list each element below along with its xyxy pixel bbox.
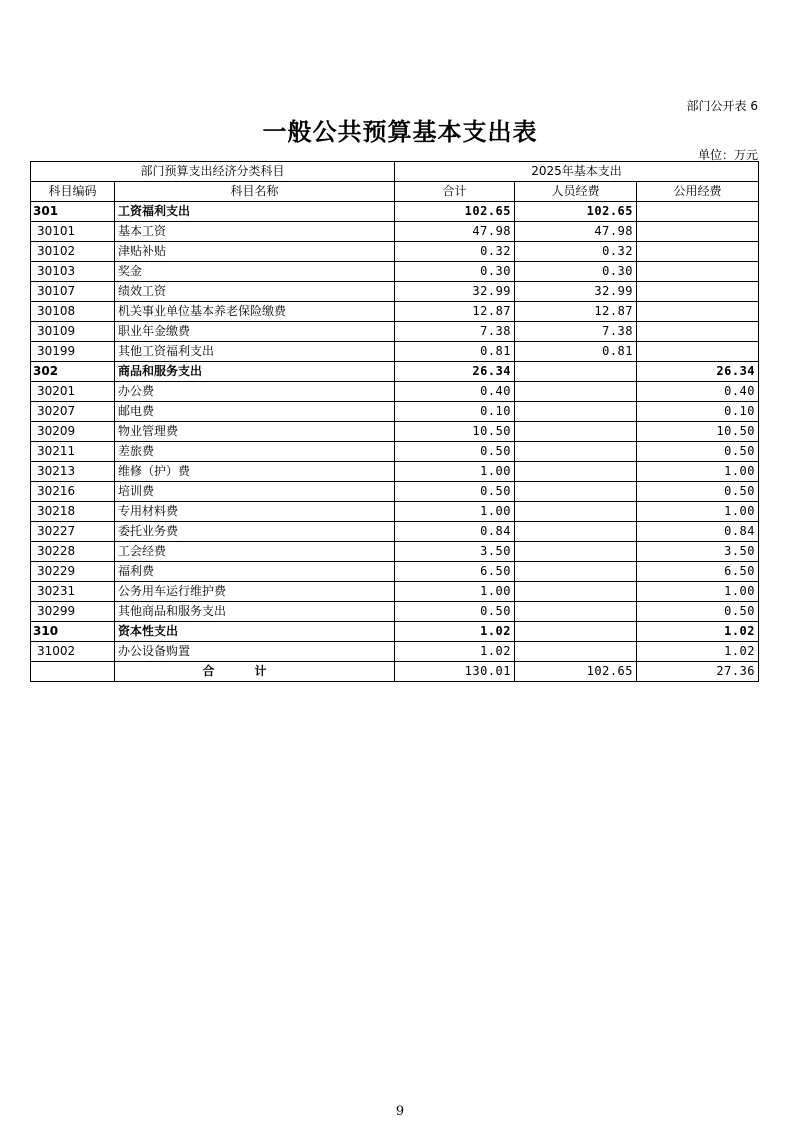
cell-total: 0.10	[395, 402, 515, 422]
cell-total: 6.50	[395, 562, 515, 582]
cell-personnel	[515, 642, 637, 662]
cell-public: 1.02	[637, 642, 759, 662]
cell-code: 30199	[31, 342, 115, 362]
cell-personnel	[515, 602, 637, 622]
cell-name: 基本工资	[115, 222, 395, 242]
cell-name: 资本性支出	[115, 622, 395, 642]
cell-code: 30229	[31, 562, 115, 582]
cell-name: 福利费	[115, 562, 395, 582]
table-row	[31, 342, 759, 362]
cell-personnel	[515, 542, 637, 562]
total-row	[31, 662, 759, 682]
table-row	[31, 202, 759, 222]
cell-total: 10.50	[395, 422, 515, 442]
cell-total: 0.50	[395, 482, 515, 502]
cell-personnel	[515, 582, 637, 602]
table-row	[31, 262, 759, 282]
table-row	[31, 422, 759, 442]
cell-public	[637, 342, 759, 362]
total-label: 合计	[115, 662, 395, 682]
column-header-total: 合计	[395, 182, 515, 202]
cell-total: 0.81	[395, 342, 515, 362]
cell-code: 30201	[31, 382, 115, 402]
cell-code: 30231	[31, 582, 115, 602]
cell-total: 26.34	[395, 362, 515, 382]
cell-personnel: 12.87	[515, 302, 637, 322]
cell-code: 30108	[31, 302, 115, 322]
cell-code: 301	[31, 202, 115, 222]
cell-total: 102.65	[395, 202, 515, 222]
table-row	[31, 542, 759, 562]
cell-name: 其他商品和服务支出	[115, 602, 395, 622]
cell-personnel	[515, 482, 637, 502]
table-row	[31, 222, 759, 242]
unit-label: 单位：万元	[697, 148, 758, 162]
cell-name: 维修（护）费	[115, 462, 395, 482]
cell-personnel: 0.81	[515, 342, 637, 362]
cell-name: 办公设备购置	[115, 642, 395, 662]
cell-name: 差旅费	[115, 442, 395, 462]
table-row	[31, 242, 759, 262]
cell-total: 0.84	[395, 522, 515, 542]
cell-personnel: 32.99	[515, 282, 637, 302]
cell-total: 1.00	[395, 582, 515, 602]
group-header-basic-expenditure: 2025年基本支出	[395, 162, 759, 182]
table-row	[31, 602, 759, 622]
cell-total: 3.50	[395, 542, 515, 562]
cell-total: 1.00	[395, 502, 515, 522]
total-code-cell	[31, 662, 115, 682]
table-row	[31, 282, 759, 302]
cell-name: 培训费	[115, 482, 395, 502]
cell-name: 委托业务费	[115, 522, 395, 542]
table-row	[31, 622, 759, 642]
total-public: 27.36	[637, 662, 759, 682]
cell-personnel: 7.38	[515, 322, 637, 342]
cell-total: 12.87	[395, 302, 515, 322]
table-row	[31, 482, 759, 502]
page-number: 9	[395, 1104, 405, 1119]
table-row	[31, 302, 759, 322]
form-number: 部门公开表 6	[686, 99, 758, 113]
cell-public: 0.40	[637, 382, 759, 402]
page-title: 一般公共预算基本支出表	[262, 117, 538, 146]
table-row	[31, 502, 759, 522]
cell-public: 0.50	[637, 482, 759, 502]
cell-personnel: 0.30	[515, 262, 637, 282]
cell-name: 物业管理费	[115, 422, 395, 442]
column-header-row	[31, 182, 759, 202]
cell-personnel	[515, 382, 637, 402]
group-header-classification: 部门预算支出经济分类科目	[31, 162, 395, 182]
cell-personnel: 47.98	[515, 222, 637, 242]
cell-code: 30216	[31, 482, 115, 502]
cell-code: 30209	[31, 422, 115, 442]
cell-public: 1.00	[637, 462, 759, 482]
total-personnel: 102.65	[515, 662, 637, 682]
cell-public: 0.50	[637, 602, 759, 622]
cell-total: 32.99	[395, 282, 515, 302]
cell-public: 1.00	[637, 502, 759, 522]
cell-total: 7.38	[395, 322, 515, 342]
cell-code: 30103	[31, 262, 115, 282]
cell-name: 专用材料费	[115, 502, 395, 522]
cell-public: 0.50	[637, 442, 759, 462]
cell-name: 工资福利支出	[115, 202, 395, 222]
cell-name: 机关事业单位基本养老保险缴费	[115, 302, 395, 322]
cell-public: 10.50	[637, 422, 759, 442]
cell-public: 6.50	[637, 562, 759, 582]
table-row	[31, 442, 759, 462]
cell-code: 30109	[31, 322, 115, 342]
cell-total: 0.30	[395, 262, 515, 282]
cell-public	[637, 242, 759, 262]
cell-code: 30207	[31, 402, 115, 422]
cell-public: 0.10	[637, 402, 759, 422]
cell-public: 3.50	[637, 542, 759, 562]
cell-code: 30211	[31, 442, 115, 462]
cell-code: 30102	[31, 242, 115, 262]
column-header-code: 科目编码	[31, 182, 115, 202]
cell-name: 商品和服务支出	[115, 362, 395, 382]
cell-name: 其他工资福利支出	[115, 342, 395, 362]
budget-table	[30, 161, 759, 682]
cell-code: 30218	[31, 502, 115, 522]
cell-name: 公务用车运行维护费	[115, 582, 395, 602]
group-header-row	[31, 162, 759, 182]
cell-personnel	[515, 402, 637, 422]
table-row	[31, 582, 759, 602]
cell-code: 30101	[31, 222, 115, 242]
total-total: 130.01	[395, 662, 515, 682]
cell-public	[637, 282, 759, 302]
cell-personnel: 102.65	[515, 202, 637, 222]
column-header-name: 科目名称	[115, 182, 395, 202]
cell-public: 1.02	[637, 622, 759, 642]
table-row	[31, 562, 759, 582]
cell-total: 47.98	[395, 222, 515, 242]
cell-total: 1.02	[395, 642, 515, 662]
cell-name: 办公费	[115, 382, 395, 402]
table-row	[31, 522, 759, 542]
table-row	[31, 462, 759, 482]
cell-public	[637, 302, 759, 322]
cell-personnel	[515, 442, 637, 462]
table-row	[31, 322, 759, 342]
cell-public: 26.34	[637, 362, 759, 382]
cell-public: 0.84	[637, 522, 759, 542]
cell-public	[637, 202, 759, 222]
cell-public	[637, 322, 759, 342]
cell-total: 0.50	[395, 442, 515, 462]
column-header-personnel: 人员经费	[515, 182, 637, 202]
cell-code: 30213	[31, 462, 115, 482]
cell-public	[637, 222, 759, 242]
cell-code: 30107	[31, 282, 115, 302]
cell-personnel	[515, 422, 637, 442]
table-row	[31, 362, 759, 382]
cell-total: 0.40	[395, 382, 515, 402]
cell-code: 31002	[31, 642, 115, 662]
table-row	[31, 642, 759, 662]
cell-personnel	[515, 522, 637, 542]
table-row	[31, 402, 759, 422]
cell-name: 津贴补贴	[115, 242, 395, 262]
cell-personnel	[515, 362, 637, 382]
cell-name: 职业年金缴费	[115, 322, 395, 342]
column-header-public: 公用经费	[637, 182, 759, 202]
cell-code: 302	[31, 362, 115, 382]
cell-public	[637, 262, 759, 282]
cell-total: 0.32	[395, 242, 515, 262]
cell-personnel	[515, 502, 637, 522]
cell-code: 30299	[31, 602, 115, 622]
cell-total: 0.50	[395, 602, 515, 622]
cell-personnel	[515, 622, 637, 642]
cell-name: 邮电费	[115, 402, 395, 422]
cell-personnel	[515, 462, 637, 482]
cell-name: 绩效工资	[115, 282, 395, 302]
cell-name: 工会经费	[115, 542, 395, 562]
cell-code: 310	[31, 622, 115, 642]
cell-code: 30228	[31, 542, 115, 562]
cell-code: 30227	[31, 522, 115, 542]
cell-total: 1.02	[395, 622, 515, 642]
cell-name: 奖金	[115, 262, 395, 282]
cell-personnel	[515, 562, 637, 582]
cell-public: 1.00	[637, 582, 759, 602]
cell-total: 1.00	[395, 462, 515, 482]
table-row	[31, 382, 759, 402]
cell-personnel: 0.32	[515, 242, 637, 262]
